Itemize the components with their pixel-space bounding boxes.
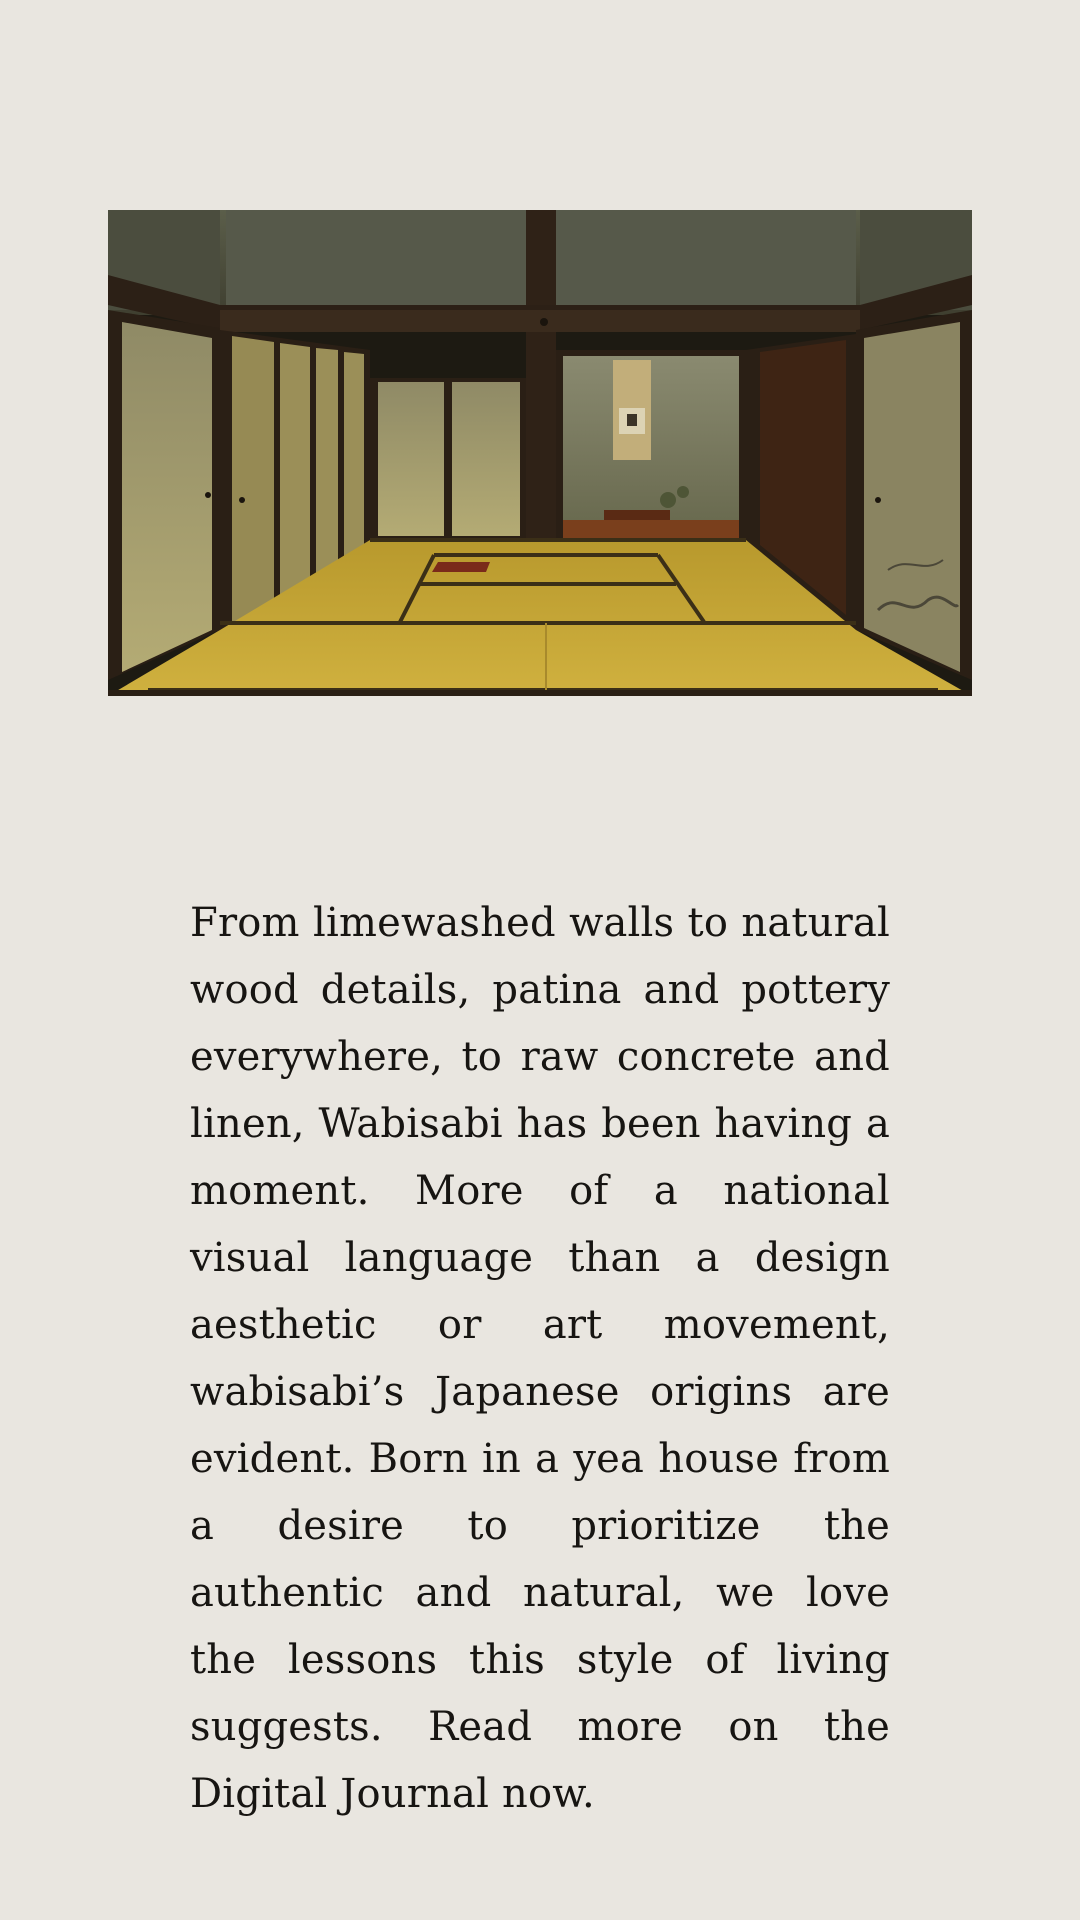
hero-image	[108, 210, 972, 696]
article-paragraph: From limewashed walls to natural wood details, patina and pottery everywhere, to raw concrete and linen, Wabisabi has been having a moment. More of a national visual language than a design aesthetic or art movement, wabisabi’s Japanese origins are evident. Born in a yea house from a desire to prioritize the authentic and natural, we love the lessons this style of living suggests. Read more on the Digital Journal now.	[190, 900, 890, 1817]
tatami-room-illustration	[108, 210, 972, 696]
